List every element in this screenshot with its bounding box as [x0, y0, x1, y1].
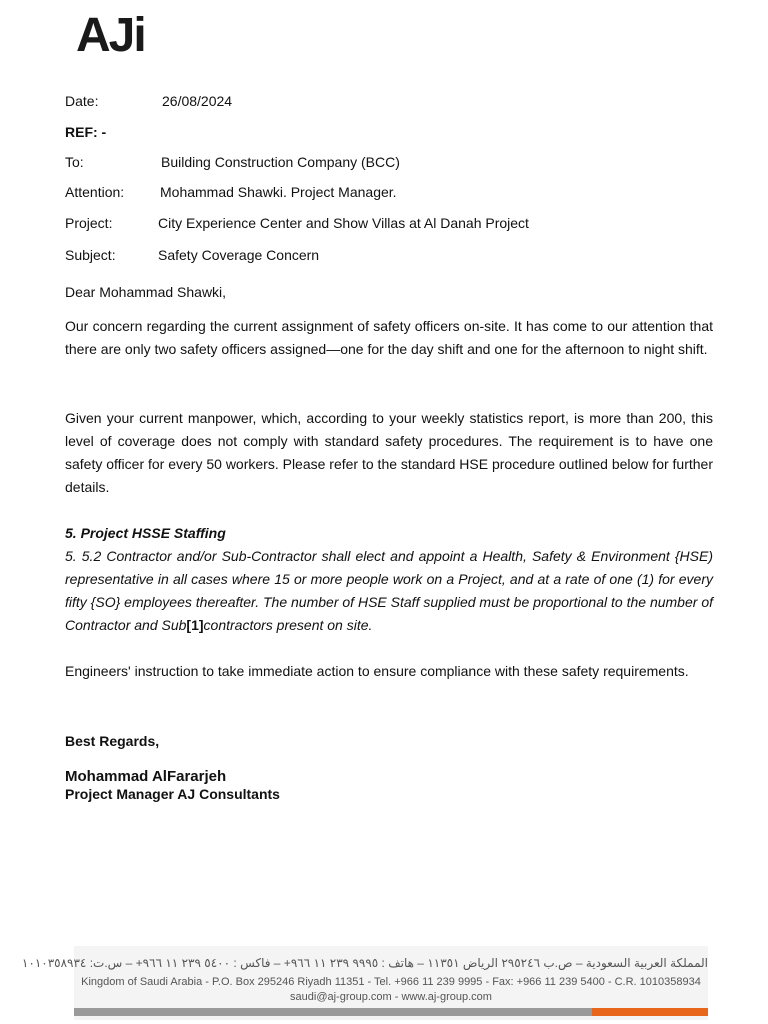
footer-english-address: Kingdom of Saudi Arabia - P.O. Box 295246 Riyadh 11351 - Tel. +966 11 239 9995 - Fax: +966 11 239 5400 - C.R. 1010358934	[81, 976, 701, 988]
project-row	[65, 214, 529, 232]
hse-quote-text-end: contractors present on site.	[203, 617, 373, 633]
paragraph-concern: Our concern regarding the current assignment of safety officers on-site. It has come to our attention that there are only two safety officers assigned—one for the day shift and one for the afternoon to night shift.	[65, 318, 713, 357]
footer-arabic-address: المملكة العربية السعودية – ص.ب ٢٩٥٢٤٦ الرياض ١١٣٥١ – هاتف : ٩٩٩٥ ٢٣٩ ١١ ٩٦٦+ – فاكس : ٥٤٠٠ ٢٣٩ ١١ ٩٦٦+ – س.ت: ١٠١٠٣٥٨٩٣٤	[21, 956, 708, 970]
attention-row	[65, 183, 397, 201]
hse-quote	[65, 545, 713, 637]
project-label: Project:	[65, 215, 113, 231]
date-row	[65, 92, 233, 110]
to-label: To:	[65, 154, 84, 170]
salutation: Dear Mohammad Shawki,	[65, 284, 227, 300]
section-heading: 5. Project HSSE Staffing	[65, 525, 226, 541]
signatory-title: Project Manager AJ Consultants	[65, 786, 280, 802]
to-row	[65, 153, 400, 171]
regards: Best Regards,	[65, 733, 160, 749]
subject-row	[65, 246, 320, 264]
letterhead-footer	[21, 946, 708, 1020]
date-value: 26/08/2024	[162, 93, 233, 109]
hse-quote-text: 5. 5.2 Contractor and/or Sub-Contractor shall elect and appoint a Health, Safety & Environment {HSE) representative in all cases where 15 or more people work on a Project, and at a rate of one (1) for every fifty {SO} employees thereafter. The number of HSE Staff supplied must be proportional to the number of Contractor and Sub	[65, 548, 713, 633]
to-value: Building Construction Company (BCC)	[161, 154, 400, 170]
footnote-ref: [1]	[186, 617, 204, 633]
date-label: Date:	[65, 93, 99, 109]
project-value: City Experience Center and Show Villas at Al Danah Project	[158, 215, 529, 231]
signatory-name: Mohammad AlFararjeh	[65, 768, 227, 785]
subject-label: Subject:	[65, 247, 116, 263]
footer-contact: saudi@aj-group.com - www.aj-group.com	[290, 991, 492, 1003]
instruction-paragraph: Engineers' instruction to take immediate action to ensure compliance with these safety requirements.	[65, 663, 689, 679]
company-logo: AJi	[76, 9, 145, 62]
paragraph-manpower: Given your current manpower, which, according to your weekly statistics report, is more than 200, this level of coverage does not comply with standard safety procedures. The requirement is to have one safety officer for every 50 workers. Please refer to the standard HSE procedure outlined below for further details.	[65, 410, 713, 495]
subject-value: Safety Coverage Concern	[158, 247, 320, 263]
footer-grey-bar	[74, 1008, 592, 1016]
ref-row	[65, 123, 106, 141]
ref-label: REF: -	[65, 124, 107, 140]
attention-label: Attention:	[65, 184, 125, 200]
footer-orange-bar	[592, 1008, 708, 1016]
attention-value: Mohammad Shawki. Project Manager.	[160, 184, 397, 200]
